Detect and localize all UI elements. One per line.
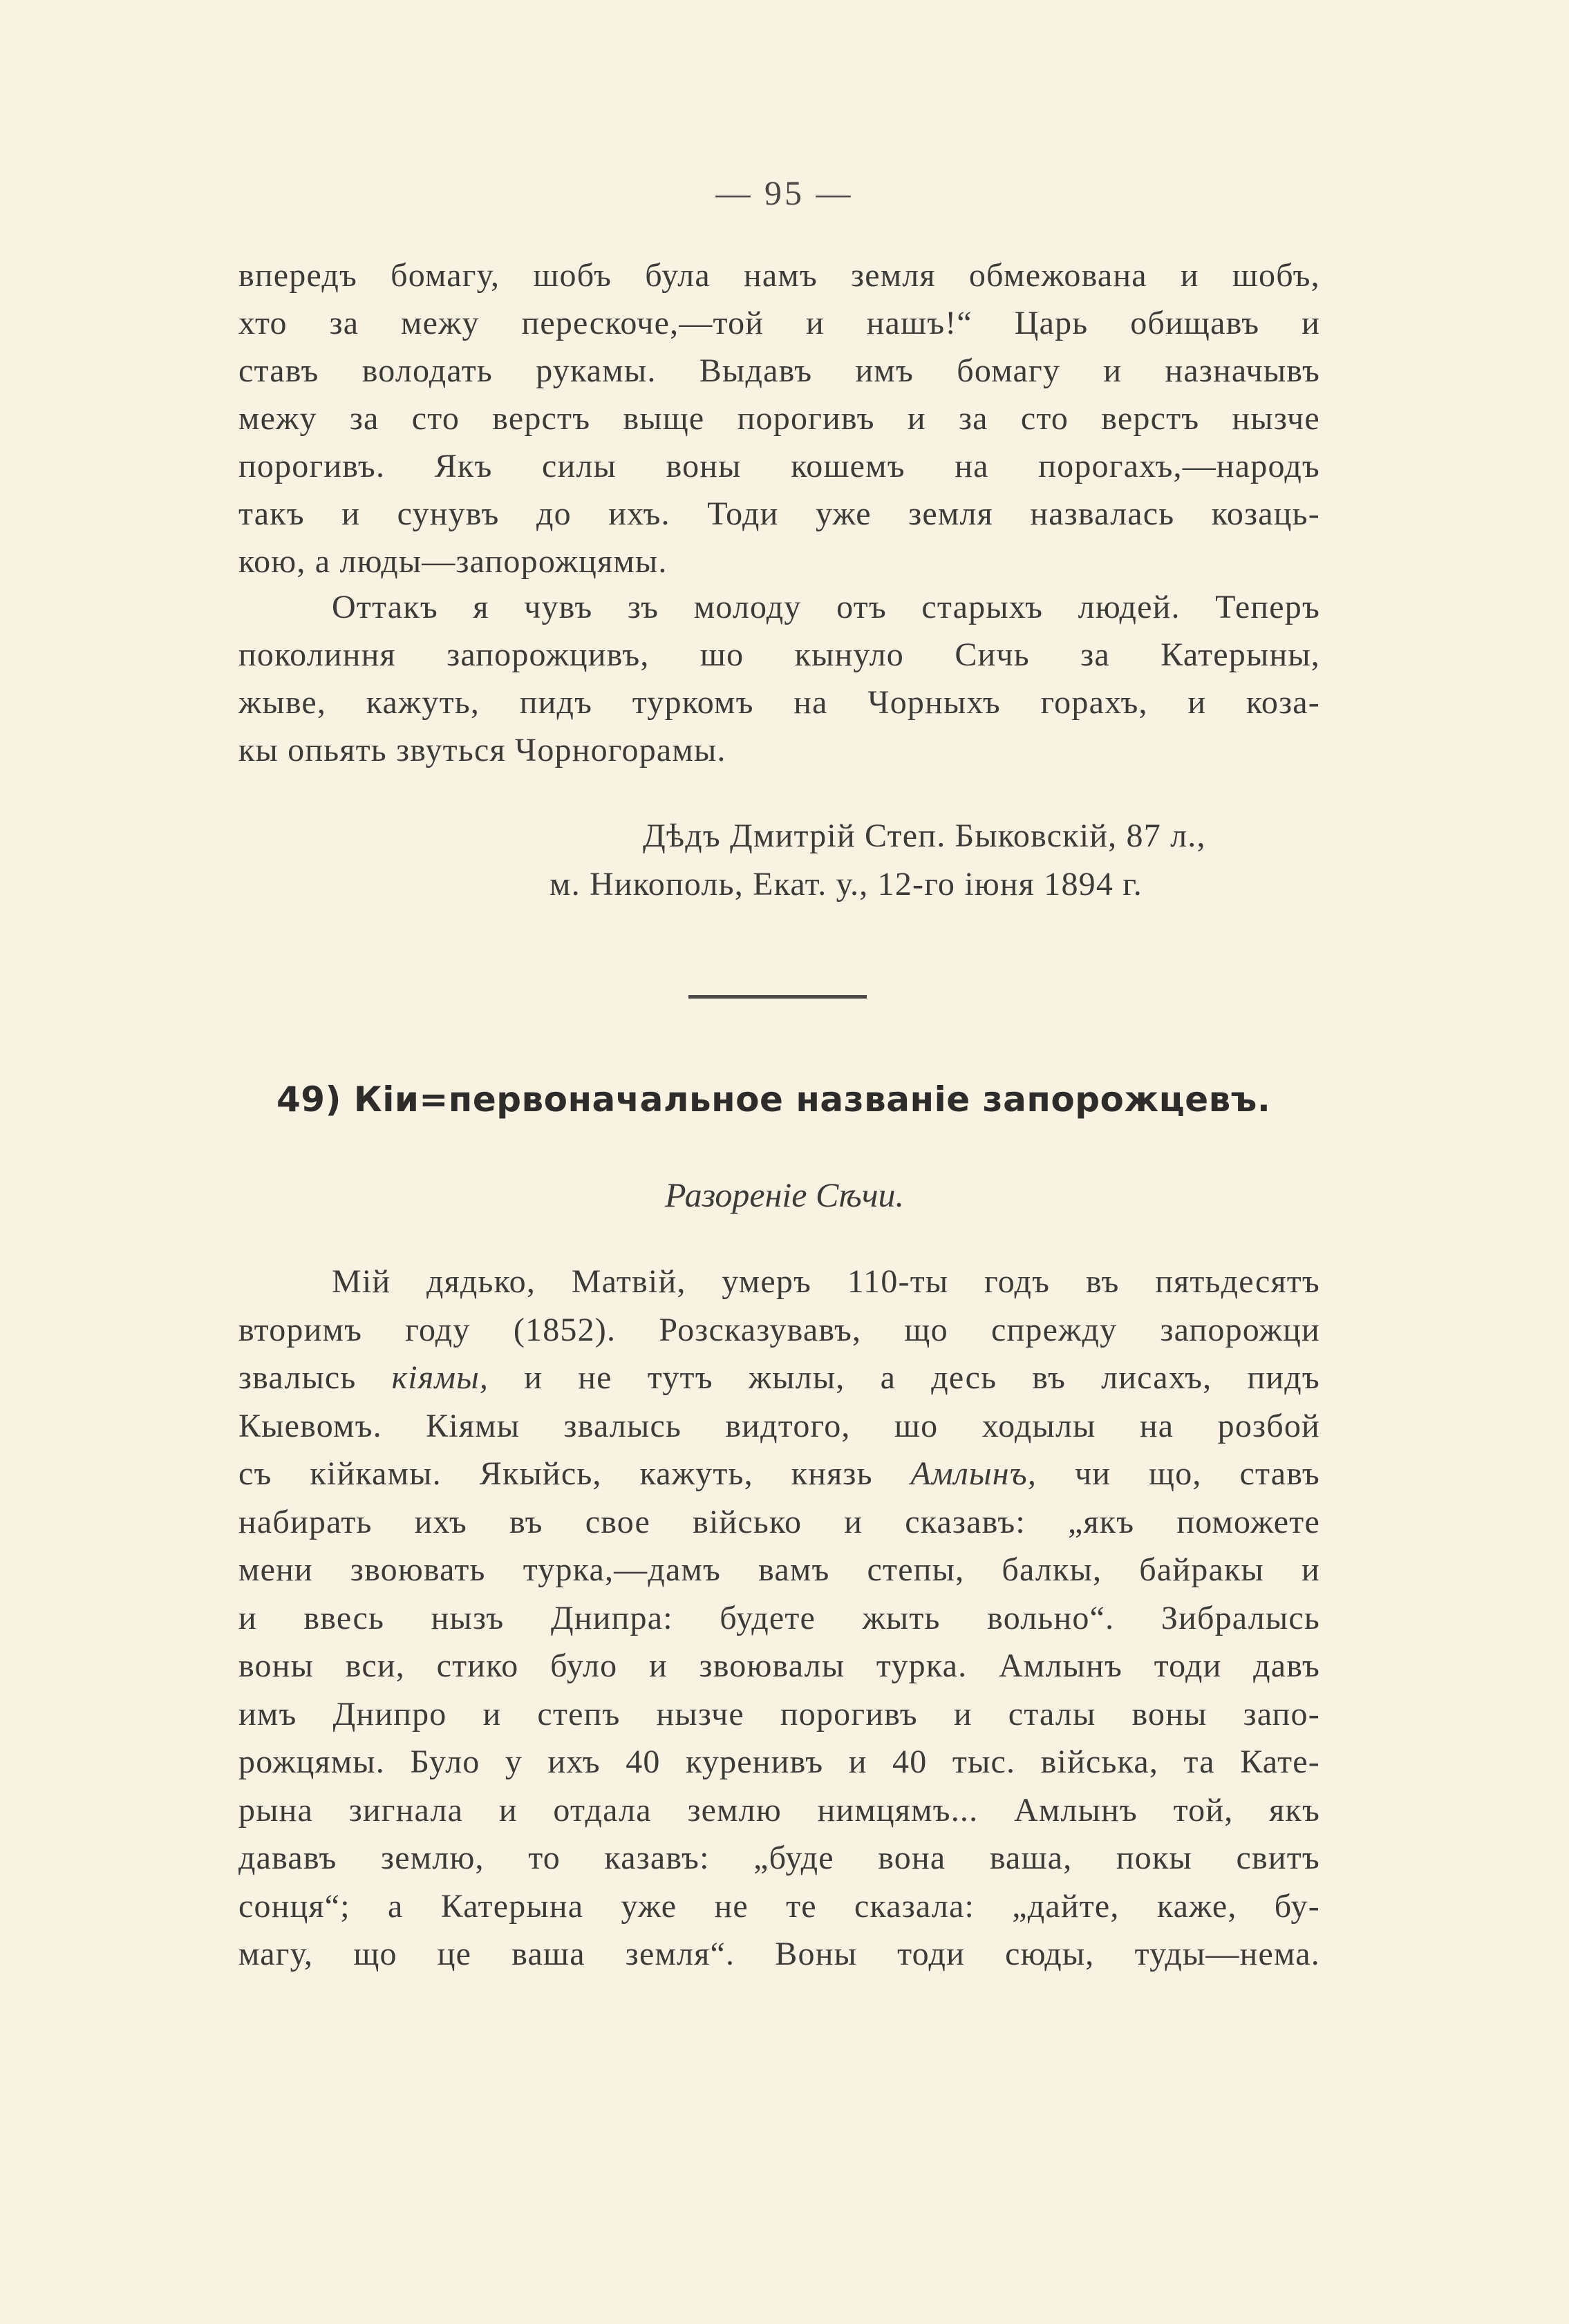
text-line: порогивъ. Якъ силы воны кошемъ на порогахъ,—народъ <box>238 448 1320 484</box>
signature-line-1: Дѣдъ Дмитрій Степ. Быковскій, 87 л., <box>643 818 1206 854</box>
text-line: впередъ бомагу, шобъ була намъ земля обмежована и шобъ, <box>238 257 1320 294</box>
text-line: дававъ землю, то казавъ: „буде вона ваша, покы свитъ <box>238 1840 1320 1876</box>
section-subtitle: Разореніе Сѣчи. <box>664 1175 905 1214</box>
text-line: имъ Днипро и степъ нызче порогивъ и сталы воны запо- <box>238 1695 1320 1732</box>
page-number: — 95 — <box>715 173 854 212</box>
text-line: кою, а люды—запорожцямы. <box>238 543 668 580</box>
text-line: набирать ихъ въ свое військо и сказавъ: „якъ поможете <box>238 1503 1320 1540</box>
text-line: кы опьять звуться Чорногорамы. <box>238 732 726 768</box>
text-line: жыве, кажуть, пидъ туркомъ на Чорныхъ горахъ, и коза- <box>238 684 1320 721</box>
section-title: 49) Кіи=первоначальное названіе запорожцевъ. <box>276 1079 1271 1120</box>
text-line: и ввесь нызъ Днипра: будете жыть вольно“. Зибралысь <box>238 1599 1320 1636</box>
text-line: звалысь кіямы, и не тутъ жылы, а десь въ лисахъ, пидъ <box>238 1359 1320 1396</box>
text-line: Кыевомъ. Кіямы звалысь видтого, шо ходылы на розбой <box>238 1407 1320 1444</box>
text-line: такъ и сунувъ до ихъ. Тоди уже земля назвалась козаць- <box>238 495 1320 532</box>
text-line: рожцямы. Було у ихъ 40 куренивъ и 40 тыс. війська, та Кате- <box>238 1744 1320 1780</box>
signature-line-2: м. Никополь, Екат. у., 12-го іюня 1894 г. <box>549 866 1143 903</box>
text-line: поколиння запорожцивъ, шо кынуло Сичь за Катерыны, <box>238 636 1320 673</box>
text-line: сонця“; а Катерына уже не те сказала: „дайте, каже, бу- <box>238 1887 1320 1925</box>
text-line: съ кійкамы. Якыйсь, кажуть, князь Амлынъ, чи що, ставъ <box>238 1455 1320 1492</box>
text-line: магу, що це ваша земля“. Воны тоди сюды, туды—нема. <box>238 1936 1320 1972</box>
text-line: хто за межу перескоче,—той и нашъ!“ Царь обищавъ и <box>238 305 1320 341</box>
text-line: воны вси, стико було и звоювалы турка. Амлынъ тоди давъ <box>238 1647 1320 1684</box>
text-line: мени звоювать турка,—дамъ вамъ степы, балкы, байракы и <box>238 1551 1320 1588</box>
section-divider <box>688 995 867 999</box>
text-line: Мій дядько, Матвій, умеръ 110-ты годъ въ пятьдесятъ <box>332 1263 1320 1300</box>
text-line: межу за сто верстъ выще порогивъ и за сто верстъ нызче <box>238 400 1320 437</box>
text-line: ставъ володать рукамы. Выдавъ имъ бомагу и назначывъ <box>238 352 1320 389</box>
text-line: Оттакъ я чувъ зъ молоду отъ старыхъ людей. Теперъ <box>332 589 1320 625</box>
text-line: вторимъ году (1852). Розсказувавъ, що спрежду запорожци <box>238 1311 1320 1348</box>
text-line: рына зигнала и отдала землю нимцямъ... Амлынъ той, якъ <box>238 1791 1320 1829</box>
